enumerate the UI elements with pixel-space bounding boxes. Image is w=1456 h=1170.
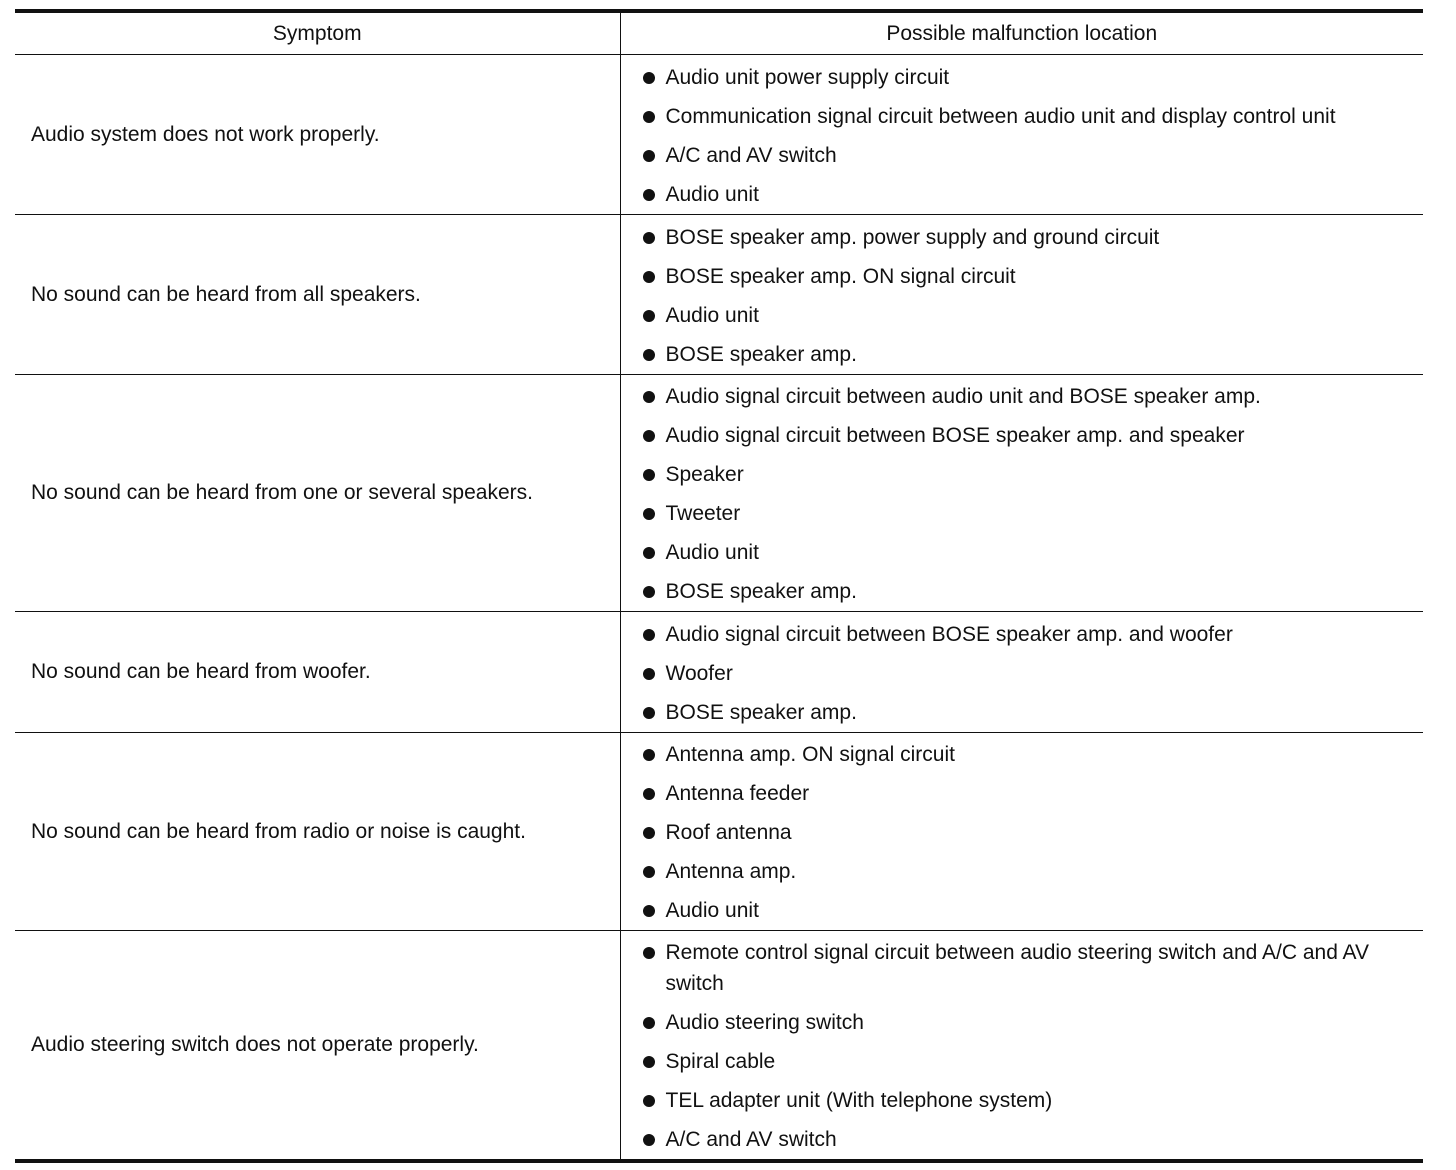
bullet-icon bbox=[643, 586, 655, 598]
location-list bbox=[641, 937, 1416, 1155]
location-text: Audio unit bbox=[665, 899, 759, 922]
list-item bbox=[641, 937, 1416, 999]
location-cell bbox=[620, 733, 1423, 931]
bullet-icon bbox=[643, 271, 655, 283]
list-item bbox=[641, 261, 1416, 292]
bullet-icon bbox=[643, 629, 655, 641]
location-text: Antenna feeder bbox=[665, 782, 810, 805]
location-text: TEL adapter unit (With telephone system) bbox=[665, 1089, 1053, 1112]
bullet-icon bbox=[643, 430, 655, 442]
location-text: A/C and AV switch bbox=[665, 1128, 837, 1151]
list-item bbox=[641, 498, 1416, 529]
list-item bbox=[641, 179, 1416, 210]
symptom-table bbox=[15, 9, 1423, 1163]
location-text: Audio signal circuit between audio unit and BOSE speaker amp. bbox=[665, 385, 1261, 408]
header-location: Possible malfunction location bbox=[620, 11, 1423, 55]
bullet-icon bbox=[643, 866, 655, 878]
bullet-icon bbox=[643, 232, 655, 244]
symptom-cell: Audio steering switch does not operate properly. bbox=[15, 931, 620, 1162]
bullet-icon bbox=[643, 668, 655, 680]
list-item bbox=[641, 339, 1416, 370]
location-text: Audio unit power supply circuit bbox=[665, 65, 950, 89]
bullet-icon bbox=[643, 905, 655, 917]
location-list bbox=[641, 381, 1416, 607]
bullet-icon bbox=[643, 189, 655, 201]
list-item bbox=[641, 1085, 1416, 1116]
location-text: Antenna amp. bbox=[665, 860, 797, 883]
table-body bbox=[15, 55, 1423, 1162]
bullet-icon bbox=[643, 508, 655, 520]
bullet-icon bbox=[643, 1056, 655, 1068]
symptom-table-container bbox=[15, 9, 1423, 1163]
location-list bbox=[641, 222, 1416, 370]
list-item bbox=[641, 619, 1416, 650]
bullet-icon bbox=[643, 111, 655, 123]
list-item bbox=[641, 537, 1416, 568]
bullet-icon bbox=[643, 72, 655, 84]
list-item bbox=[641, 658, 1416, 689]
location-text: Spiral cable bbox=[665, 1050, 776, 1073]
bullet-icon bbox=[643, 349, 655, 361]
location-cell bbox=[620, 931, 1423, 1162]
bullet-icon bbox=[643, 1017, 655, 1029]
list-item bbox=[641, 856, 1416, 887]
location-text: Communication signal circuit between audio unit and display control unit bbox=[665, 104, 1336, 128]
symptom-cell: No sound can be heard from one or several speakers. bbox=[15, 375, 620, 612]
symptom-cell: No sound can be heard from all speakers. bbox=[15, 215, 620, 375]
location-text: BOSE speaker amp. power supply and ground circuit bbox=[665, 225, 1160, 249]
location-text: Antenna amp. ON signal circuit bbox=[665, 743, 955, 766]
symptom-cell: Audio system does not work properly. bbox=[15, 55, 620, 215]
table-row bbox=[15, 55, 1423, 215]
location-text: Audio unit bbox=[665, 303, 759, 327]
list-item bbox=[641, 1124, 1416, 1155]
table-row bbox=[15, 931, 1423, 1162]
bullet-icon bbox=[643, 150, 655, 162]
location-list bbox=[641, 619, 1416, 728]
list-item bbox=[641, 459, 1416, 490]
symptom-cell: No sound can be heard from woofer. bbox=[15, 612, 620, 733]
location-text: BOSE speaker amp. ON signal circuit bbox=[665, 264, 1016, 288]
location-cell bbox=[620, 612, 1423, 733]
list-item bbox=[641, 778, 1416, 809]
location-cell bbox=[620, 215, 1423, 375]
list-item bbox=[641, 62, 1416, 93]
location-text: A/C and AV switch bbox=[665, 143, 837, 167]
table-row bbox=[15, 733, 1423, 931]
list-item bbox=[641, 1007, 1416, 1038]
location-list bbox=[641, 62, 1416, 210]
location-text: Audio signal circuit between BOSE speaker amp. and woofer bbox=[665, 622, 1233, 646]
bullet-icon bbox=[643, 310, 655, 322]
list-item bbox=[641, 381, 1416, 412]
location-cell bbox=[620, 375, 1423, 612]
bullet-icon bbox=[643, 827, 655, 839]
location-text: Audio signal circuit between BOSE speaker amp. and speaker bbox=[665, 424, 1245, 447]
list-item bbox=[641, 739, 1416, 770]
bullet-icon bbox=[643, 788, 655, 800]
bullet-icon bbox=[643, 707, 655, 719]
table-row bbox=[15, 612, 1423, 733]
location-text: Audio unit bbox=[665, 182, 759, 206]
location-text: BOSE speaker amp. bbox=[665, 342, 857, 366]
list-item bbox=[641, 817, 1416, 848]
location-text: Tweeter bbox=[665, 502, 741, 525]
location-list bbox=[641, 739, 1416, 926]
location-text: BOSE speaker amp. bbox=[665, 700, 857, 724]
location-text: Speaker bbox=[665, 463, 744, 486]
bullet-icon bbox=[643, 1095, 655, 1107]
list-item bbox=[641, 697, 1416, 728]
bullet-icon bbox=[643, 547, 655, 559]
bullet-icon bbox=[643, 469, 655, 481]
bullet-icon bbox=[643, 391, 655, 403]
location-text: Roof antenna bbox=[665, 821, 792, 844]
list-item bbox=[641, 140, 1416, 171]
location-text: BOSE speaker amp. bbox=[665, 580, 857, 603]
location-text: Remote control signal circuit between audio steering switch and A/C and AV switch bbox=[665, 941, 1369, 995]
location-text: Audio unit bbox=[665, 541, 759, 564]
bullet-icon bbox=[643, 749, 655, 761]
list-item bbox=[641, 222, 1416, 253]
list-item bbox=[641, 420, 1416, 451]
symptom-cell: No sound can be heard from radio or noise is caught. bbox=[15, 733, 620, 931]
bullet-icon bbox=[643, 947, 655, 959]
list-item bbox=[641, 1046, 1416, 1077]
bullet-icon bbox=[643, 1134, 655, 1146]
list-item bbox=[641, 895, 1416, 926]
header-symptom: Symptom bbox=[15, 11, 620, 55]
list-item bbox=[641, 101, 1416, 132]
location-text: Woofer bbox=[665, 661, 733, 685]
table-header-row bbox=[15, 11, 1423, 55]
list-item bbox=[641, 300, 1416, 331]
table-row bbox=[15, 375, 1423, 612]
list-item bbox=[641, 576, 1416, 607]
location-cell bbox=[620, 55, 1423, 215]
table-row bbox=[15, 215, 1423, 375]
location-text: Audio steering switch bbox=[665, 1011, 864, 1034]
